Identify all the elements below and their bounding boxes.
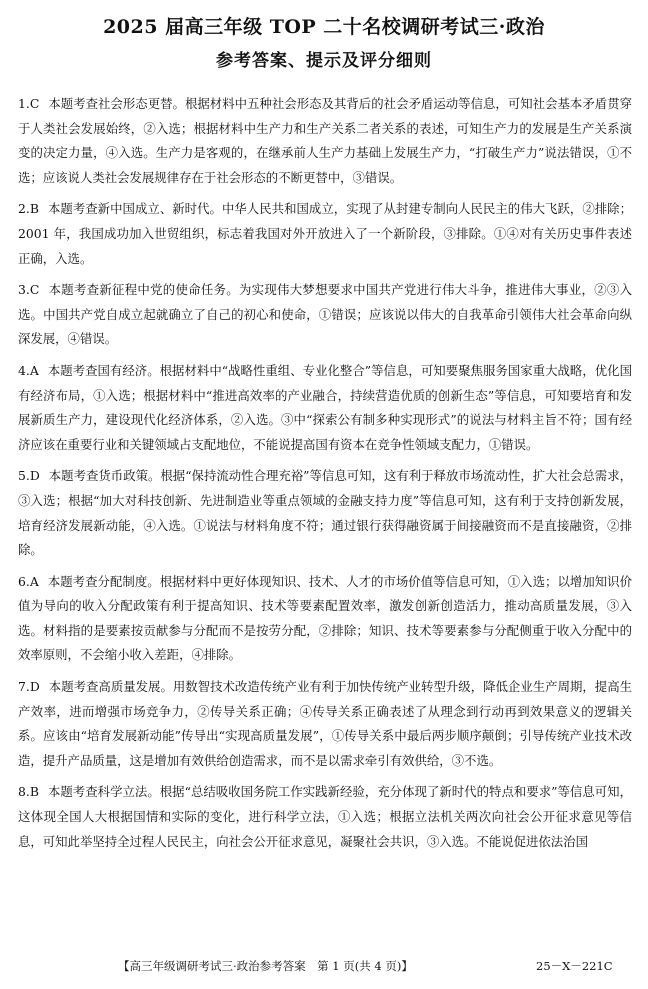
answer-explanation: 本题考查新征程中党的使命任务。为实现伟大梦想要求中国共产党进行伟大斗争，推进伟大事业，②③入选。中国共产党自成立起就确立了自己的初心和使命，①错误；应该说以伟大的自我革命引领伟大社会革命向纵深发展，④错误。 (18, 282, 632, 347)
answer-item (18, 675, 632, 773)
answer-item (18, 570, 632, 668)
answer-number: 8.B (18, 784, 39, 800)
answer-item (18, 359, 632, 457)
answer-explanation: 本题考查国有经济。根据材料中“战略性重组、专业化整合”等信息，可知要聚焦服务国家重大战略，优化国有经济布局，①入选；根据材料中“推进高效率的产业融合，持续营造优质的创新生态”等信息，可知要培育和发展新质生产力，建设现代化经济体系，②入选。③中“探索公有制多种实现形式”的说法与材料主旨不符；国有经济应该在重要行业和关键领域占支配地位，不能说提高国有资本在竞争性领域支配力，①错误。 (18, 362, 632, 452)
answer-item (18, 92, 632, 190)
answer-explanation: 本题考查高质量发展。用数智技术改造传统产业有利于加快传统产业转型升级，降低企业生产周期，提高生产效率，进而增强市场竞争力，②传导关系正确；④传导关系正确表述了从理念到行动再到效果意义的逻辑关系。应该由“培育发展新动能”传导出“实现高质量发展”，①传导关系中最后两步顺序颠倒；引导传统产业技术改造，提升产品质量，这是增加有效供给创造需求，而不是以需求牵引有效供给，③不选。 (18, 679, 632, 768)
answer-explanation: 本题考查分配制度。根据材料中更好体现知识、技术、人才的市场价值等信息可知，①入选；以增加知识价值为导向的收入分配政策有利于提高知识、技术等要素配置效率，激发创新创造活力，推动高质量发展，③入选。材料指的是要素按贡献参与分配而不是按劳分配，②排除；知识、技术等要素参与分配侧重于收入分配中的效率原则，不会缩小收入差距，④排除。 (18, 573, 632, 663)
answer-explanation: 本题考查新中国成立、新时代。中华人民共和国成立，实现了从封建专制向人民民主的伟大飞跃，②排除；2001 年，我国成功加入世贸组织，标志着我国对外开放进入了一个新阶段，③排除。①④对有关历史事件表述正确，入选。 (18, 201, 632, 266)
answer-number: 1.C (18, 96, 40, 111)
answer-explanation: 本题考查货币政策。根据“保持流动性合理充裕”等信息可知，这有利于释放市场流动性，扩大社会总需求，③入选；根据“加大对科技创新、先进制造业等重点领域的金融支持力度”等信息可知，这有利于支持创新发展，培育经济发展新动能，④入选。①说法与材料角度不符；通过银行获得融资属于间接融资而不是直接融资，②排除。 (18, 468, 632, 558)
answer-item (18, 197, 632, 271)
answer-number: 4.A (18, 362, 39, 378)
answer-item (18, 780, 632, 854)
footer-exam-code: 25－X－221C (536, 959, 613, 973)
answer-number: 5.D (18, 468, 40, 484)
answer-number: 2.B (18, 201, 39, 217)
page-title: 2025 届高三年级 TOP 二十名校调研考试三·政治 (103, 16, 545, 38)
answer-number: 6.A (18, 573, 39, 589)
answer-item (18, 464, 632, 562)
page-subtitle: 参考答案、提示及评分细则 (216, 51, 432, 71)
footer-page-info: 【高三年级调研考试三·政治参考答案 第 1 页(共 4 页)】 (118, 959, 413, 973)
answer-explanation: 本题考查科学立法。根据“总结吸收国务院工作实践新经验，充分体现了新时代的特点和要求”等信息可知，这体现全国人大根据国情和实际的变化，进行科学立法，①入选；根据立法机关两次向社会公开征求意见等信息，可知此举坚持全过程人民民主，向社会公开征求意见，凝聚社会共识，③入选。不能说促进依法治国 (18, 784, 632, 849)
answer-item (18, 278, 632, 352)
answer-explanation: 本题考查社会形态更替。根据材料中五种社会形态及其背后的社会矛盾运动等信息，可知社会基本矛盾贯穿于人类社会发展始终，②入选；根据材料中生产力和生产关系二者关系的表述，可知生产力的发展是生产关系演变的决定力量，④入选。生产力是客观的，在继承前人生产力基础上发展生产力，“打破生产力”说法错误，①不选；应该说人类社会发展规律存在于社会形态的不断更替中，③错误。 (18, 96, 632, 185)
answer-number: 7.D (18, 679, 40, 695)
answer-number: 3.C (18, 282, 40, 298)
answer-list (18, 92, 632, 861)
